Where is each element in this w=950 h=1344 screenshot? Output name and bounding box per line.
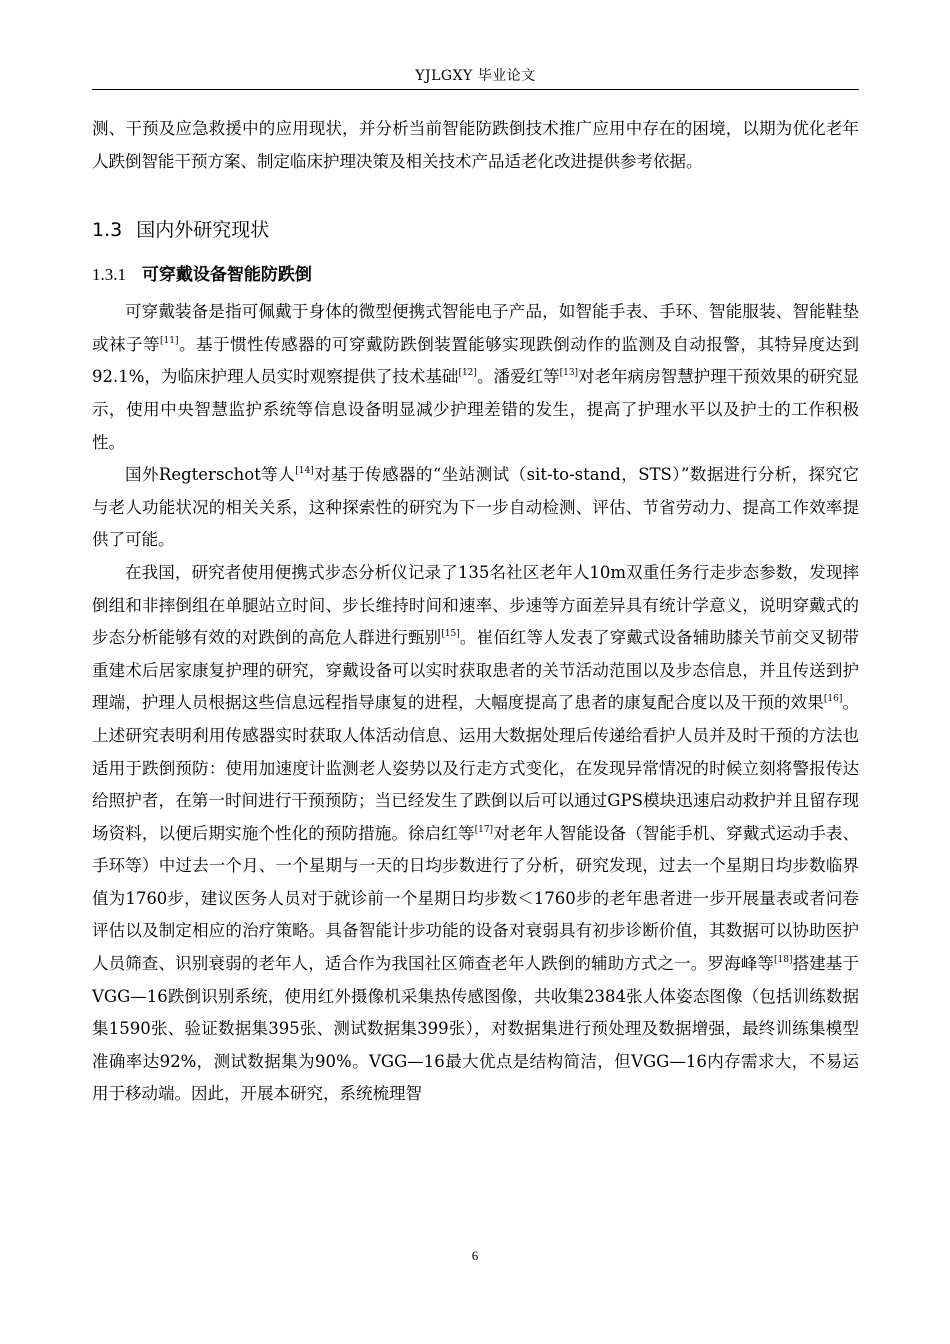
text-run: 。基于惯性传感器的可穿戴防跌倒装置能够实现跌倒动作的监测及自动报警，其特异度达到92.1%，为临床护理人员实时观察提供了技术基础: [92, 334, 859, 387]
section-title: 国内外研究现状: [136, 219, 270, 242]
text-run: 对老年人智能设备（智能手机、穿戴式运动手表、手环等）中过去一个月、一个星期与一天的日均步数进行了分析，研究发现，过去一个星期日均步数临界值为1760步，建议医务人员对于就诊前一个星期日均步数＜1760步的老年患者进一步开展量表或者问卷评估以及制定相应的治疗策略。具备智能计步功能的设备对衰弱具有初步诊断价值，其数据可以协助医护人员筛查、识别衰弱的老年人，适合作为我国社区筛查老年人跌倒的辅助方式之一。罗海峰等: [92, 823, 860, 974]
page-body: [92, 113, 859, 1111]
text-run: 。上述研究表明利用传感器实时获取人体活动信息、运用大数据处理后传递给看护人员并及时干预的方法也适用于跌倒预防：使用加速度计监测老人姿势以及行走方式变化，在发现异常情况的时候立刻将警报传达给照护者，在第一时间进行干预预防；当已经发生了跌倒以后可以通过GPS模块迅速启动救护并且留存现场资料，以便后期实施个性化的预防措施。徐启红等: [92, 693, 860, 843]
body-paragraph: [92, 459, 859, 557]
citation-marker: [12]: [458, 368, 477, 379]
citation-marker: [18]: [773, 955, 793, 966]
body-paragraphs: [92, 296, 859, 1111]
text-run: 国外Regterschot等人: [125, 465, 296, 485]
text-run: 。崔佰红等人发表了穿戴式设备辅助膝关节前交叉韧带重建术后居家康复护理的研究，穿戴设备可以实时获取患者的关节活动范围以及步态信息，并且传送到护理端，护理人员根据这些信息远程指导康复的进程，大幅度提高了患者的康复配合度以及干预的效果: [92, 628, 860, 713]
text-run: 在我国，研究者使用便携式步态分析仪记录了135名社区老年人10m双重任务行走步态参数，发现摔倒组和非摔倒组在单腿站立时间、步长维持时间和速率、步速等方面差异具有统计学意义，说明穿戴式的步态分析能够有效的对跌倒的高危人群进行甄别: [92, 562, 859, 648]
text-run: 对老年病房智慧护理干预效果的研究显示，使用中央智慧监护系统等信息设备明显减少护理差错的发生，提高了护理水平以及护士的工作积极性。: [92, 367, 860, 452]
text-run: 对基于传感器的“坐站测试（sit-to-stand，STS）”数据进行分析，探究它与老人功能状况的相关关系，这种探索性的研究为下一步自动检测、评估、节省劳动力、提高工作效率提供了可能。: [92, 465, 859, 550]
running-header: YJLGXY 毕业论文: [415, 68, 536, 84]
header-divider: [92, 89, 859, 90]
text-run: 可穿戴装备是指可佩戴于身体的微型便携式智能电子产品，如智能手表、手环、智能服装、智能鞋垫或袜子等: [92, 302, 859, 354]
subsection-title: 可穿戴设备智能防跌倒: [141, 265, 312, 286]
section-number: 1.3: [92, 219, 123, 242]
subsection-number: 1.3.1: [92, 265, 126, 285]
citation-marker: [13]: [559, 368, 579, 379]
citation-marker: [11]: [160, 335, 179, 346]
citation-marker: [16]: [823, 694, 843, 705]
intro-paragraph: 测、干预及应急救援中的应用现状，并分析当前智能防跌倒技术推广应用中存在的困境，以期为优化老年人跌倒智能干预方案、制定临床护理决策及相关技术产品适老化改进提供参考依据。: [92, 119, 859, 171]
body-paragraph: [92, 557, 859, 1111]
text-run: 。潘爱红等: [476, 367, 560, 387]
citation-marker: [14]: [295, 466, 314, 477]
citation-marker: [15]: [441, 629, 460, 640]
text-run: 搭建基于VGG—16跌倒识别系统，使用红外摄像机采集热传感图像，共收集2384张人体姿态图像（包括训练数据集1590张、验证数据集395张、测试数据集399张），对数据集进行预处理及数据增强，最终训练集模型准确率达92%，测试数据集为90%。VGG—16最大优点是结构简洁，但VGG—16内存需求大，不易运用于移动端。因此，开展本研究，系统梳理智: [92, 954, 860, 1104]
page-number: 6: [471, 1248, 479, 1263]
subsection-heading: [92, 256, 859, 294]
citation-marker: [17]: [474, 824, 494, 835]
section-heading: [92, 210, 859, 250]
body-paragraph: [92, 296, 859, 459]
